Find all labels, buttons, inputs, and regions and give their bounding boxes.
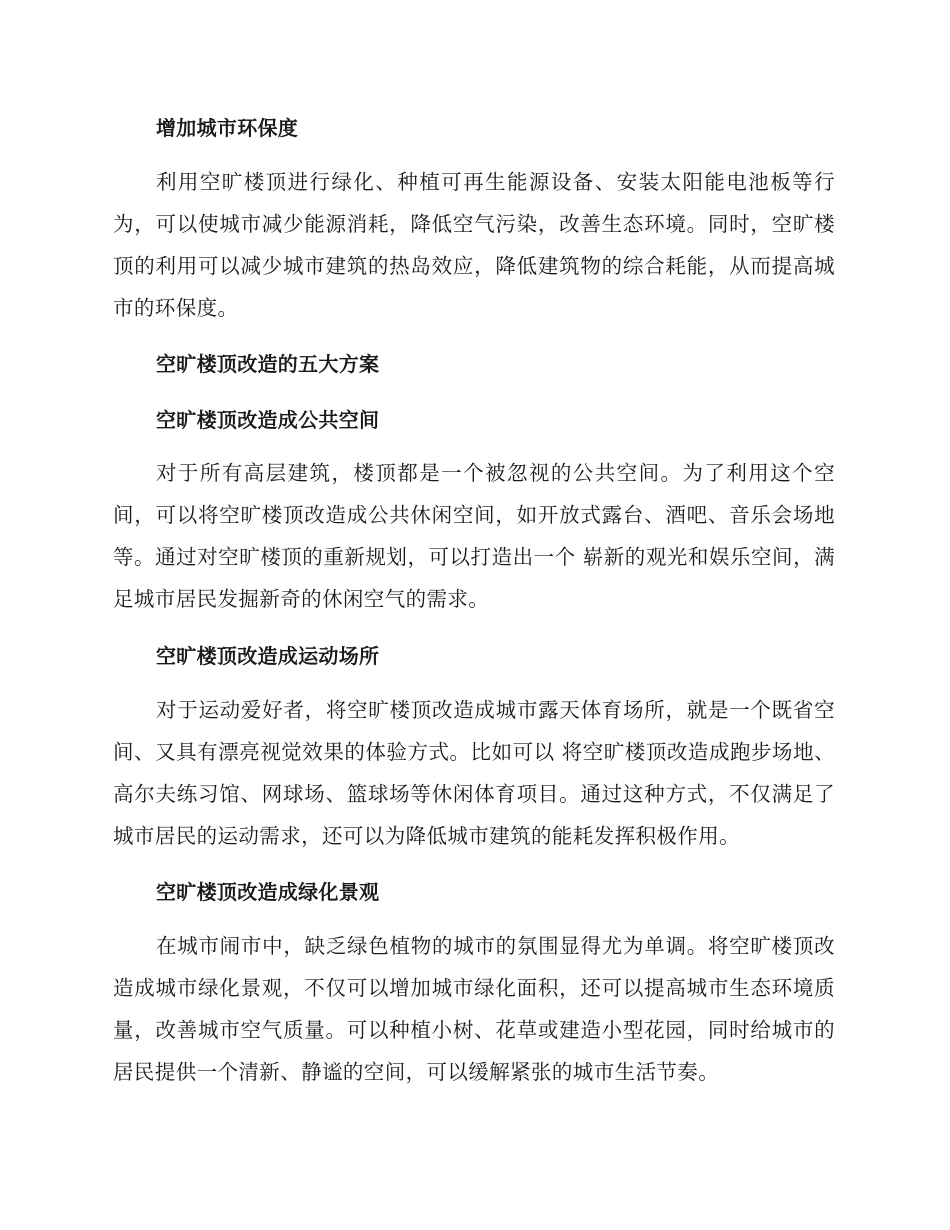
section-heading-green-landscape: 空旷楼顶改造成绿化景观	[156, 880, 380, 904]
section-heading-public-space: 空旷楼顶改造成公共空间	[156, 408, 380, 432]
section-heading-environmental: 增加城市环保度	[156, 116, 299, 140]
paragraph-public-space: 对于所有高层建筑，楼顶都是一个被忽视的公共空间。为了利用这个空间，可以将空旷楼顶改造成公共休闲空间，如开放式露台、酒吧、音乐会场地等。通过对空旷楼顶的重新规划，可以打造出一个 崭新的观光和娱乐空间，满足城市居民发掘新奇的休闲空气的需求。	[113, 461, 835, 611]
paragraph-green-landscape: 在城市闹市中，缺乏绿色植物的城市的氛围显得尤为单调。将空旷楼顶改造成城市绿化景观，不仅可以增加城市绿化面积，还可以提高城市生态环境质量，改善城市空气质量。可以种植小树、花草或建造小型花园，同时给城市的居民提供一个清新、静谧的空间，可以缓解紧张的城市生活节奏。	[113, 934, 835, 1084]
paragraph-environmental: 利用空旷楼顶进行绿化、种植可再生能源设备、安装太阳能电池板等行为，可以使城市减少能源消耗，降低空气污染，改善生态环境。同时，空旷楼顶的利用可以减少城市建筑的热岛效应，降低建筑物的综合耗能，从而提高城市的环保度。	[113, 170, 835, 320]
section-heading-sports-venue: 空旷楼顶改造成运动场所	[156, 644, 380, 668]
paragraph-sports-venue: 对于运动爱好者，将空旷楼顶改造成城市露天体育场所，就是一个既省空间、又具有漂亮视觉效果的体验方式。比如可以 将空旷楼顶改造成跑步场地、高尔夫练习馆、网球场、篮球场等休闲体育项目。通过这种方式，不仅满足了城市居民的运动需求，还可以为降低城市建筑的能耗发挥积极作用。	[113, 698, 835, 848]
section-heading-five-plans: 空旷楼顶改造的五大方案	[156, 352, 380, 376]
